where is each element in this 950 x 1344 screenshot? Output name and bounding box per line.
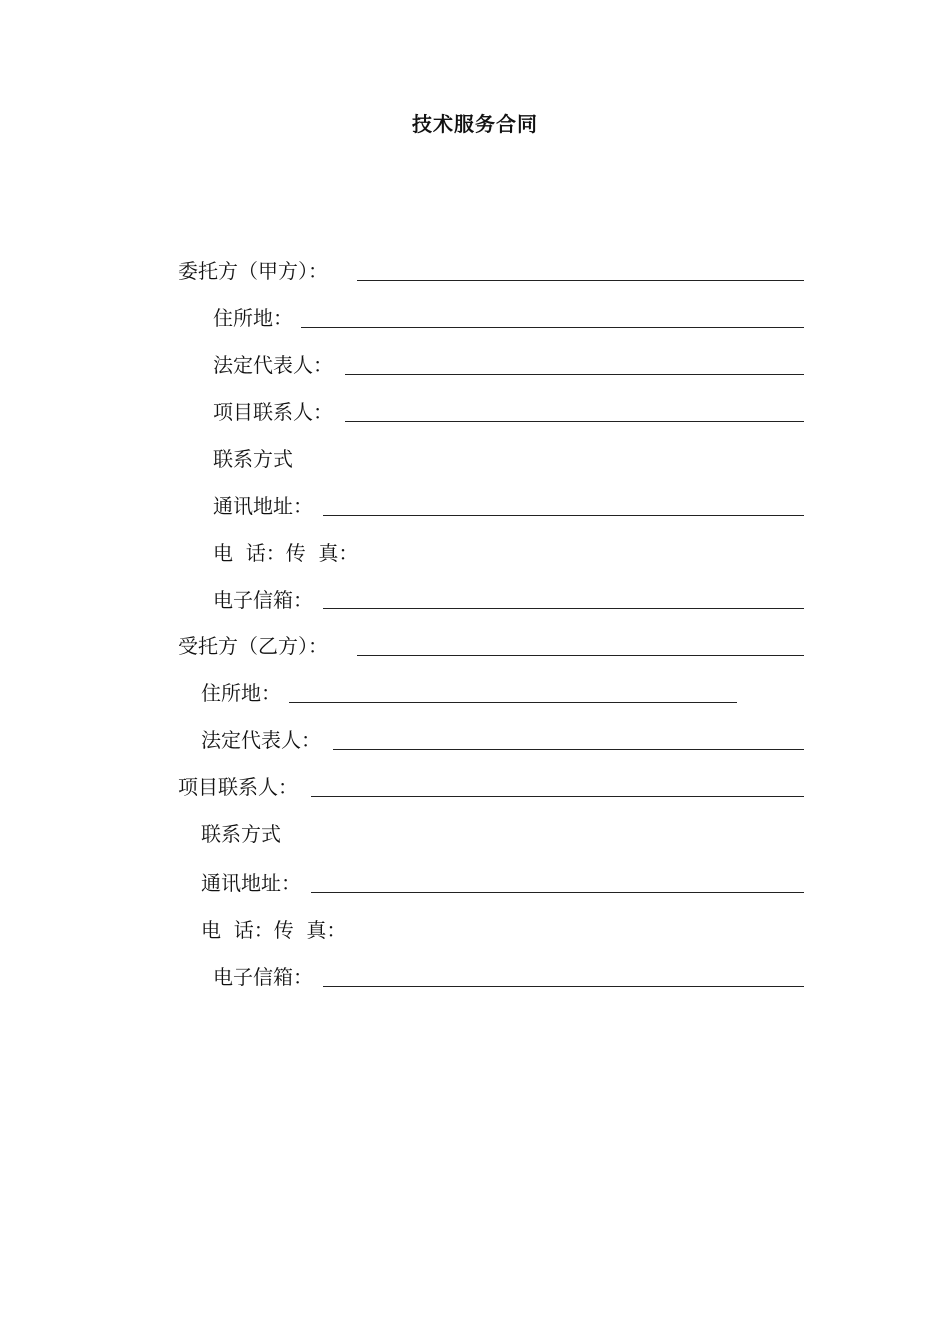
party-b-address-label: 住所地： bbox=[201, 681, 281, 705]
party-b-name-field[interactable] bbox=[357, 655, 804, 656]
party-a-email-label: 电子信箱： bbox=[213, 588, 313, 612]
party-a-project-contact-label: 项目联系人： bbox=[213, 400, 333, 424]
party-b-mailing-address-label: 通讯地址： bbox=[201, 871, 301, 895]
party-a-label: 委托方（甲方）： bbox=[178, 259, 328, 283]
party-a-mailing-address-label: 通讯地址： bbox=[213, 494, 313, 518]
party-b-project-contact-field[interactable] bbox=[311, 796, 804, 797]
party-b-contact-method-label: 联系方式 bbox=[201, 822, 281, 846]
party-a-address-field[interactable] bbox=[301, 327, 804, 328]
party-a-email-field[interactable] bbox=[323, 608, 804, 609]
party-b-legal-rep-label: 法定代表人： bbox=[201, 728, 321, 752]
document-title: 技术服务合同 bbox=[412, 112, 538, 136]
party-b-email-label: 电子信箱： bbox=[213, 965, 313, 989]
party-b-email-field[interactable] bbox=[323, 986, 804, 987]
party-b-label: 受托方（乙方）： bbox=[178, 634, 328, 658]
party-b-project-contact-label: 项目联系人： bbox=[178, 775, 298, 799]
party-b-legal-rep-field[interactable] bbox=[333, 749, 804, 750]
party-a-name-field[interactable] bbox=[357, 280, 804, 281]
party-b-phone-fax-label: 电 话：传 真： bbox=[201, 918, 347, 942]
party-b-mailing-address-field[interactable] bbox=[311, 892, 804, 893]
party-a-legal-rep-label: 法定代表人： bbox=[213, 353, 333, 377]
party-a-mailing-address-field[interactable] bbox=[323, 515, 804, 516]
party-a-address-label: 住所地： bbox=[213, 306, 293, 330]
party-a-contact-method-label: 联系方式 bbox=[213, 447, 293, 471]
party-a-phone-fax-label: 电 话：传 真： bbox=[213, 541, 359, 565]
party-b-address-field[interactable] bbox=[289, 702, 737, 703]
party-a-project-contact-field[interactable] bbox=[345, 421, 804, 422]
party-a-legal-rep-field[interactable] bbox=[345, 374, 804, 375]
